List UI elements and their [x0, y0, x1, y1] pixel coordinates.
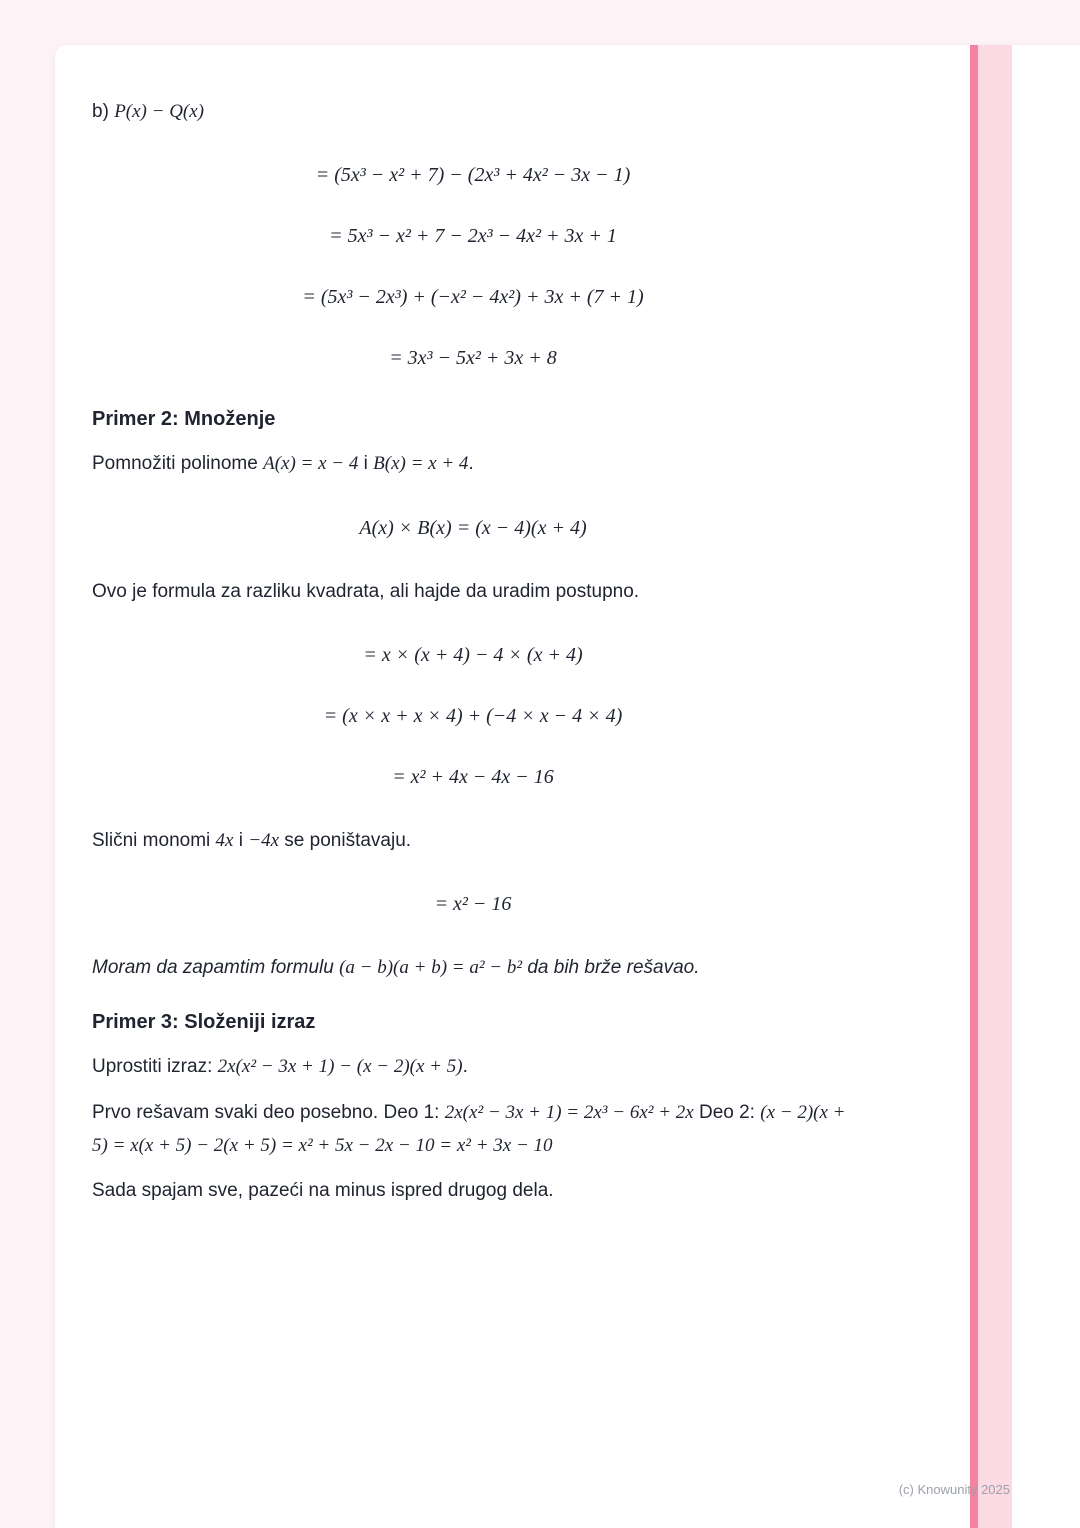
- math-run: 4x: [215, 829, 234, 851]
- equation-line: [92, 283, 854, 311]
- math-run: (x − 2)(x + 5) = x(x + 5) − 2(x + 5) = x² + 5x − 2x − 10 = x² + 3x − 10: [92, 1101, 846, 1156]
- text-run: Slični monomi: [92, 829, 216, 851]
- math-run: A(x) = x − 4: [263, 453, 359, 475]
- section-heading: [92, 1008, 854, 1036]
- paragraph: [92, 1174, 854, 1207]
- section-heading: [92, 405, 854, 433]
- math-run: (a − b)(a + b) = a² − b²: [339, 957, 523, 978]
- text-run: i: [358, 453, 374, 475]
- math-run: 2x(x² − 3x + 1) = 2x³ − 6x² + 2x: [444, 1101, 694, 1123]
- equation-line: [92, 702, 854, 730]
- text-run: .: [468, 453, 474, 475]
- math-run: = (5x³ − 2x³) + (−x² − 4x²) + 3x + (7 + 1): [302, 286, 644, 309]
- equation-line: [92, 641, 854, 669]
- text-run: Deo 2:: [693, 1101, 761, 1123]
- math-run: P(x) − Q(x): [114, 101, 205, 122]
- paragraph: [92, 1096, 854, 1163]
- math-run: B(x) = x + 4: [373, 453, 469, 475]
- document-content: [92, 83, 854, 1219]
- paragraph: [92, 1050, 854, 1083]
- text-run: se poništavaju.: [279, 829, 412, 851]
- text-run: Ovo je formula za razliku kvadrata, ali hajde da uradim postupno.: [92, 580, 640, 602]
- math-run: = x² − 16: [434, 893, 512, 915]
- text-run: .: [462, 1056, 468, 1078]
- text-run: Uprostiti izraz:: [92, 1056, 218, 1078]
- pink-accent-stripe: [970, 45, 978, 1528]
- math-run: = x × (x + 4) − 4 × (x + 4): [363, 643, 583, 666]
- pink-highlight-band: [978, 45, 1012, 1528]
- paragraph: [92, 575, 854, 608]
- document-page: [55, 45, 1080, 1528]
- note-line: [92, 951, 854, 984]
- equation-line: [92, 222, 854, 250]
- copyright-footer: (c) Knowunity 2025: [898, 1482, 1010, 1497]
- text-run: Prvo rešavam svaki deo posebno. Deo 1:: [92, 1101, 445, 1123]
- math-run: −4x: [248, 829, 280, 851]
- text-run: da bih brže rešavao.: [522, 957, 700, 978]
- paragraph: [92, 95, 854, 128]
- math-run: = 5x³ − x² + 7 − 2x³ − 4x² + 3x + 1: [329, 225, 617, 248]
- math-run: = (5x³ − x² + 7) − (2x³ + 4x² − 3x − 1): [315, 164, 631, 187]
- text-run: Moram da zapamtim formulu: [92, 957, 340, 978]
- paragraph: [92, 824, 854, 857]
- equation-line: [92, 344, 854, 372]
- math-run: A(x) × B(x) = (x − 4)(x + 4): [359, 516, 587, 539]
- equation-line: [92, 763, 854, 791]
- text-run: Primer 2: Množenje: [92, 408, 276, 431]
- math-run: = (x × x + x × 4) + (−4 × x − 4 × 4): [323, 704, 623, 727]
- text-run: Pomnožiti polinome: [92, 453, 264, 475]
- equation-line: [92, 514, 854, 542]
- equation-line: [92, 161, 854, 189]
- equation-line: [92, 890, 854, 918]
- text-run: Sada spajam sve, pazeći na minus ispred drugog dela.: [92, 1180, 554, 1201]
- text-run: i: [233, 829, 249, 851]
- paragraph: [92, 447, 854, 480]
- text-run: Primer 3: Složeniji izraz: [92, 1011, 316, 1034]
- math-run: = x² + 4x − 4x − 16: [392, 765, 554, 788]
- text-run: b): [92, 101, 115, 122]
- math-run: 2x(x² − 3x + 1) − (x − 2)(x + 5): [217, 1056, 463, 1078]
- math-run: = 3x³ − 5x² + 3x + 8: [389, 347, 557, 370]
